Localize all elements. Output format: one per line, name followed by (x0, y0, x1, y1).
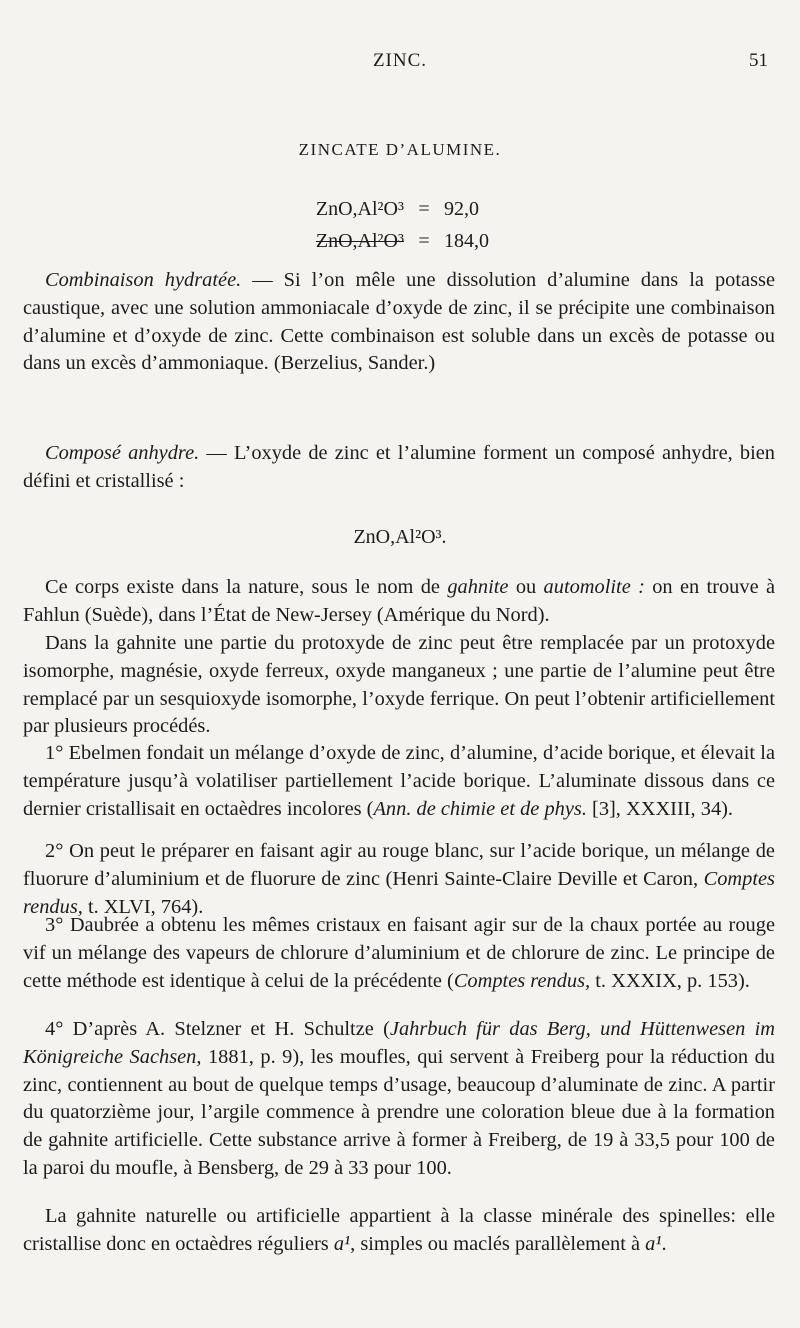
text: ou (508, 576, 544, 598)
anhydrous-formula: ZnO,Al²O³. (353, 526, 447, 548)
formula: ZnO,Al²O³ (315, 230, 404, 252)
text: 1° Ebelmen fondait un mélange d’oxyde de zinc, d’alumine, d’acide borique, et élevait la température jusqu’à volatiliser partiellement l’acide borique. L’aluminate dissous dans ce dernier cristallisait en octaèdres incolores ( (23, 742, 775, 820)
text: t. XXXIX, p. 153). (590, 969, 750, 992)
text: . (661, 1232, 667, 1255)
paragraph-heading: Composé anhydre. (45, 442, 200, 464)
section-title: ZINCATE D’ALUMINE. (298, 140, 502, 159)
formula-row (0, 230, 800, 262)
citation: Ann. de chimie et de phys. (373, 797, 587, 820)
citation: Comptes rendus, (453, 969, 591, 992)
molar-value: 92,0 (444, 198, 479, 220)
citation: Comptes rendus, (23, 867, 775, 918)
text: [3], XXXIII, 34). (586, 797, 734, 820)
paragraph-method-2 (23, 838, 775, 921)
paragraph-method-4 (23, 1016, 775, 1183)
mineral-name: gahnite (447, 576, 509, 598)
running-title: ZINC. (372, 50, 428, 71)
text: t. XLVI, 764). (82, 895, 204, 918)
paragraph-method-1 (23, 740, 775, 823)
text: Ce corps existe dans la nature, sous le nom de (45, 576, 448, 598)
page-header (0, 50, 800, 74)
crystal-form: a¹ (645, 1232, 662, 1255)
text: 2° On peut le préparer en faisant agir au rouge blanc, sur l’acide borique, un mélange de fluorure d’aluminium et de fluorure de zinc (Henri Sainte-Claire Deville et Caron, (23, 840, 775, 890)
formula: ZnO,Al²O³ (315, 198, 404, 220)
paragraph-hydrated (23, 267, 775, 378)
formula-table (0, 198, 800, 262)
paragraph-isomorphism: Dans la gahnite une partie du protoxyde de zinc peut être remplacée par un protoxyde isomorphe, magnésie, oxyde ferreux, oxyde manganeux ; une partie de l’alumine peut être remplacé par un sesquioxyde isomorphe, l’oxyde ferrique. On peut l’obtenir artificiellement par plusieurs procédés. (23, 632, 775, 738)
paragraph-nature (23, 574, 775, 630)
paragraph-anhydrous (23, 440, 775, 496)
paragraph-text: — Si l’on mêle une dissolution d’alumine dans la potasse caustique, avec une solution ammoniacale d’oxyde de zinc, il se précipite une combinaison d’alumine et d’oxyde de zinc. Cette combinaison est soluble dans un excès de potasse ou dans un excès d’ammoniaque. (Berzelius, Sander.) (23, 269, 775, 375)
paragraph-heading: Combinaison hydratée. (45, 269, 242, 291)
text: La gahnite naturelle ou artificielle appartient à la classe minérale des spinelles: elle cristallise donc en octaèdres réguliers (23, 1205, 775, 1255)
text: , simples ou maclés parallèlement à (350, 1232, 646, 1255)
paragraph-crystallography (23, 1203, 775, 1259)
molar-value: 184,0 (444, 230, 489, 252)
formula-row (0, 198, 800, 230)
equals-sign: = (418, 198, 430, 220)
text: 4° D’après A. Stelzner et H. Schultze ( (45, 1018, 390, 1040)
paragraph-method-3 (23, 912, 775, 995)
text: 1881, p. 9), les moufles, qui servent à Freiberg pour la réduction du zinc, contiennent au bout de quelque temps d’usage, beaucoup d’aluminate de zinc. A partir du quatorzième jour, l’argile commence à prendre une coloration bleue due à la formation de gahnite artificielle. Cette substance arrive à former à Freiberg, de 19 à 33,5 pour 100 de la paroi du moufle, à Bensberg, de 29 à 33 pour 100. (23, 1045, 775, 1179)
mineral-name: automolite : (543, 576, 645, 598)
citation: Jahrbuch für das Berg, und Hüttenwesen im Königreiche Sachsen, (23, 1018, 775, 1068)
equals-sign: = (418, 230, 430, 252)
crystal-form: a¹ (333, 1232, 351, 1255)
paragraph-text: — L’oxyde de zinc et l’alumine forment un composé anhydre, bien défini et cristallisé : (23, 442, 776, 492)
text: 3° Daubrée a obtenu les mêmes cristaux en faisant agir sur de la chaux portée au rouge vif un mélange des vapeurs de chlorure d’aluminium et de chlorure de zinc. Le principe de cette méthode est identique à celui de la précédente ( (23, 914, 775, 992)
page-number: 51 (749, 50, 768, 71)
text: on en trouve à Fahlun (Suède), dans l’État de New-Jersey (Amérique du Nord). (23, 576, 775, 626)
